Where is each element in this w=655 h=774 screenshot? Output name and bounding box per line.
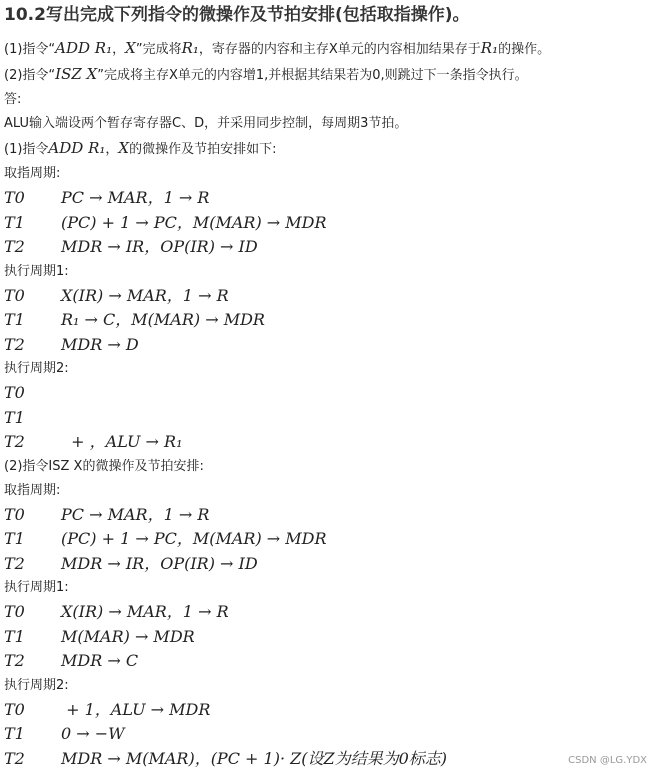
step-row [4,503,651,528]
step-time: T1 [4,407,25,427]
step-time: T0 [4,504,25,524]
step-row [4,235,651,260]
step-time: T1 [4,626,25,646]
step-time: T2 [4,334,25,354]
step-row [4,406,651,431]
step-time: T1 [4,724,25,743]
exec-cycle-label-1: 执行周期1: [4,263,69,279]
step-time: T0 [4,602,25,621]
p1-prefix: (1)指令 [4,142,49,157]
q2-suffix: ”完成将主存X单元的内容增1,并根据其结果若为0,则跳过下一条指令执行。 [97,68,528,83]
step-time: T2 [4,432,25,451]
step-row [4,211,651,236]
part-2-heading: (2)指令ISZ X的微操作及节拍安排: [4,458,204,474]
step-time: T1 [4,529,25,548]
fetch-cycle-1 [4,186,651,260]
step-op: MDR → D [61,334,139,354]
question-1 [4,36,651,62]
exec-cycle-label-4: 执行周期2: [4,677,69,693]
question-2 [4,62,651,88]
q1-prefix: (1)指令“ [4,42,56,57]
fetch-cycle-2 [4,503,651,577]
step-row [4,527,651,552]
step-row [4,381,651,406]
p1-math-instr: ADD R₁ [48,139,106,157]
q1-mid: ”完成将 [135,42,182,57]
exec-cycle-2 [4,381,651,455]
step-time: T2 [4,748,25,768]
step-time: T1 [4,212,25,232]
step-row [4,308,651,333]
step-time: T2 [4,237,25,256]
step-row [4,186,651,211]
q1-math-r1b: R₁ [480,39,499,57]
fetch-cycle-label-2: 取指周期: [4,482,61,498]
step-row [4,600,651,625]
step-op: PC → MAR，1 → R [61,188,210,207]
part-1-heading [4,136,651,162]
step-op: MDR → IR，OP(IR) → ID [61,553,258,573]
page-title: 10.2写出完成下列指令的微操作及节拍安排(包括取指操作)。 [4,5,470,25]
step-time: T1 [4,310,25,329]
watermark: CSDN @LG.YDX [568,755,647,766]
step-row [4,722,651,747]
step-op: R₁ → C，M(MAR) → MDR [61,310,265,329]
q1-sep: ， [112,42,126,57]
q1-math-r1: R₁ [181,39,199,57]
p1-suffix: 的微操作及节拍安排如下: [129,142,277,157]
p1-sep: ， [105,142,119,157]
step-op: (PC) + 1 → PC，M(MAR) → MDR [61,529,327,548]
exec-cycle-1 [4,284,651,358]
step-time: T0 [4,188,25,207]
q1-math-instr: ADD R₁ [55,39,113,57]
step-time: T0 [4,383,25,402]
step-op: MDR → M(MAR)，(PC + 1)· Z(设Z为结果为0标志) [61,748,448,768]
step-op: M(MAR) → MDR [61,626,195,646]
q2-math-instr: ISZ X [55,65,98,83]
step-row [4,649,651,674]
step-row [4,552,651,577]
q2-prefix: (2)指令“ [4,68,56,83]
exec-cycle-label-3: 执行周期1: [4,580,69,595]
p1-math-x: X [118,139,130,157]
step-op: 0 → −W [61,724,125,743]
step-time: T2 [4,553,25,573]
step-row [4,698,651,723]
exec-cycle-4 [4,698,651,772]
step-op: MDR → IR，OP(IR) → ID [61,237,258,256]
exec-cycle-3 [4,600,651,674]
step-op: MDR → C [61,651,139,670]
q1-math-x: X [125,39,136,57]
answer-label: 答: [4,92,22,107]
step-op: PC → MAR，1 → R [61,504,210,524]
exec-cycle-label-2: 执行周期2: [4,361,69,376]
step-row [4,430,651,455]
step-op: + ，ALU → R₁ [61,432,183,451]
step-row [4,625,651,650]
step-row [4,284,651,309]
step-row [4,747,651,772]
step-op: + 1，ALU → MDR [61,699,211,719]
step-row [4,333,651,358]
q1-suffix: ，寄存器的内容和主存X单元的内容相加结果存于 [198,42,481,57]
step-time: T0 [4,699,25,719]
step-time: T0 [4,285,25,305]
q1-end: 的操作。 [498,42,551,57]
fetch-cycle-label-1: 取指周期: [4,166,61,181]
step-op: (PC) + 1 → PC，M(MAR) → MDR [61,212,327,232]
step-time: T2 [4,651,25,670]
intro-text: ALU输入端设两个暂存寄存器C、D，并采用同步控制，每周期3节拍。 [4,116,408,131]
step-op: X(IR) → MAR，1 → R [61,602,229,621]
step-op: X(IR) → MAR，1 → R [61,285,229,305]
